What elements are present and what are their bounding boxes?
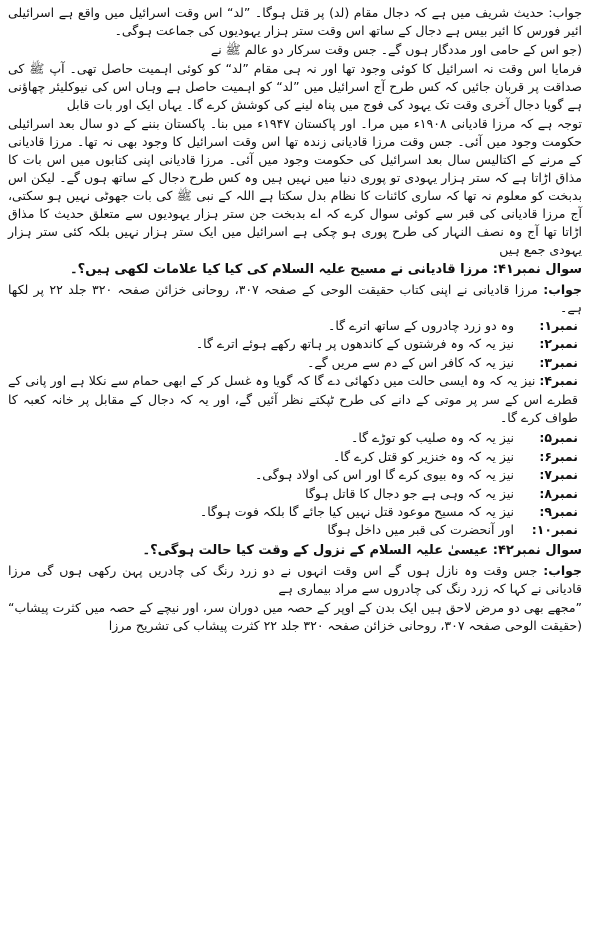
question-42-text: عیسیٰ علیہ السلام کے نزول کے وقت کیا حالت ہوگی؟۔ bbox=[142, 542, 489, 558]
answer-42 bbox=[8, 562, 582, 598]
item-text: نیز یہ کہ وہ فرشتوں کے کاندھوں پر ہاتھ رکھے ہوئے اترے گا۔ bbox=[195, 336, 514, 352]
list-item bbox=[8, 485, 578, 503]
supporters-line: (جو اس کے حامی اور مددگار ہوں گے۔ جس وقت سرکار دو عالم ﷺ نے bbox=[210, 42, 582, 57]
list-item bbox=[8, 503, 578, 521]
prophecy-paragraph: فرمایا اس وقت نہ اسرائیل کا کوئی وجود تھا اور نہ ہی مقام ”لد“ کو کوئی اہمیت حاصل تھی۔ آپ ﷺ کی صداقت پر قربان جائیں کہ کس طرح آج اسرائیل میں ”لد“ کو اہمیت حاصل ہے وہاں اس کی نیوکلیئر چھاؤنی ہے گویا دجال آخری وقت تک یہود کی فوج میں پناہ لینے کی کوشش کرے گا۔ یہاں ایک اور بات قابل bbox=[8, 61, 582, 112]
question-42-label: سوال نمبر۴۲: bbox=[492, 542, 582, 558]
item-number: نمبر۲: bbox=[539, 336, 578, 352]
item-number: نمبر۴: bbox=[539, 373, 578, 389]
item-number: نمبر۸: bbox=[539, 485, 578, 501]
item-text: نیز یہ کہ وہ بیوی کرے گا اور اس کی اولاد ہوگی۔ bbox=[254, 467, 514, 483]
item-number: نمبر۵: bbox=[539, 430, 578, 446]
question-41 bbox=[8, 260, 582, 280]
item-number: نمبر۱۰: bbox=[531, 522, 578, 538]
item-number: نمبر۱: bbox=[539, 318, 578, 333]
list-item bbox=[8, 429, 578, 447]
item-text: نیز یہ کہ وہ صلیب کو توڑے گا۔ bbox=[351, 430, 514, 446]
quote-paragraph: ”مجھے بھی دو مرض لاحق ہیں ایک بدن کے اوپر کے حصہ میں دوران سر، اور نیچے کے حصہ میں کثرت پیشاب“ (حقیقت الوحی صفحہ ۳۰۷، روحانی خزائن صفحہ ۳۲۰ جلد ۲۲ کثرت پیشاب کی تشریح مرزا bbox=[8, 599, 582, 633]
question-42 bbox=[8, 541, 582, 561]
item-number: نمبر۳: bbox=[539, 354, 578, 370]
answer-41-text: مرزا قادیانی نے اپنی کتاب حقیقت الوحی کے صفحہ ۳۰۷، روحانی خزائن صفحہ ۳۲۰ جلد ۲۲ پر لکھا ہے۔ bbox=[8, 282, 582, 315]
answer-42-text: جس وقت وہ نازل ہوں گے اس وقت انہوں نے دو زرد رنگ کی چادریں پہن رکھی ہوں گی مرزا قادیانی نے کہا کہ زرد رنگ کی چادروں سے مراد بیماری ہے bbox=[8, 562, 582, 596]
list-item bbox=[8, 354, 578, 372]
signs-list-a bbox=[8, 317, 582, 427]
item-text: اور آنحضرت کی قبر میں داخل ہوگا bbox=[327, 522, 514, 538]
list-item bbox=[8, 521, 578, 539]
list-item bbox=[8, 335, 578, 353]
signs-list-b bbox=[8, 429, 582, 539]
item-text: نیز یہ کہ کافر اس کے دم سے مریں گے۔ bbox=[307, 354, 514, 370]
list-item bbox=[8, 372, 578, 427]
answer-paragraph-lud: جواب: حدیث شریف میں ہے کہ دجال مقام (لد) پر قتل ہوگا۔ ”لد“ اس وقت اسرائیل میں واقع ہے اسرائیلی ائیر فورس کا ائیر بیس ہے دجال کے ساتھ اس وقت ستر ہزار یہودیوں کی جماعت ہوگی۔ bbox=[8, 5, 582, 38]
mirza-israel-paragraph: توجہ ہے کہ مرزا قادیانی ۱۹۰۸ء میں مرا۔ اور پاکستان ۱۹۴۷ء میں بنا۔ پاکستان بننے کے دو سال بعد اسرائیلی حکومت وجود میں آئی۔ جس وقت مرزا قادیانی زندہ تھا اس وقت اسرائیل کا وجود بھی نہ تھا۔ مرزا قادیانی کے مرنے کے اکتالیس سال بعد اسرائیل کی حکومت وجود میں آئی۔ مرزا قادیانی اپنی کتابوں میں اس بات کا مذاق اڑاتا ہے کہ ستر ہزار یہودی تو پوری دنیا میں نہیں ہیں وہ کس طرح دجال کے ساتھ ہوں گے۔ لیکن اس بدبخت کو معلوم نہ تھا کہ ساری کائنات کا نظام بدل سکتا ہے اللہ کے نبی ﷺ کی بات جھوٹی نہیں ہو سکتی، آج مرزا قادیانی کی قبر سے کوئی سوال کرے کہ اے بدبخت جن ستر ہزار یہودیوں سے متعلق حدیث کا مذاق اڑاتا تھا آج وہ نصف النہار کی طرح پوری ہو چکی ہے اسرائیل میں ایک ستر ہزار نہیں بلکہ کئی ستر ہزار یہودی جمع ہیں bbox=[8, 116, 582, 257]
item-number: نمبر۷: bbox=[539, 467, 578, 483]
list-item bbox=[8, 317, 578, 335]
answer-42-label: جواب: bbox=[543, 562, 582, 578]
question-41-label: سوال نمبر۴۱: bbox=[492, 262, 582, 277]
list-item bbox=[8, 466, 578, 484]
answer-41-label: جواب: bbox=[543, 282, 582, 297]
item-text: نیز یہ کہ وہ خنزیر کو قتل کرے گا۔ bbox=[332, 448, 514, 464]
item-text: نیز یہ کہ مسیح موعود قتل نہیں کیا جائے گا بلکہ فوت ہوگا۔ bbox=[199, 504, 514, 520]
item-text: نیز یہ کہ وہی ہے جو دجال کا قاتل ہوگا bbox=[305, 485, 514, 501]
item-text: نیز یہ کہ وہ ایسی حالت میں دکھائی دے گا کہ گویا وہ غسل کر کے ابھی حمام سے نکلا ہے اور پانی کے قطرے اس کے سر پر موتی کے دانے کی طرح ٹپکتے نظر آئیں گے، اور یہ کہ دجال کے مقابل پر خانہ کعبہ کا طواف کرے گا۔ bbox=[8, 373, 578, 426]
item-text: وہ دو زرد چادروں کے ساتھ اترے گا۔ bbox=[328, 318, 514, 333]
item-number: نمبر۶: bbox=[539, 448, 578, 464]
question-41-text: مرزا قادیانی نے مسیح علیہ السلام کی کیا کیا علامات لکھی ہیں؟۔ bbox=[70, 262, 489, 277]
item-number: نمبر۹: bbox=[539, 504, 578, 520]
list-item bbox=[8, 448, 578, 466]
answer-41 bbox=[8, 281, 582, 317]
